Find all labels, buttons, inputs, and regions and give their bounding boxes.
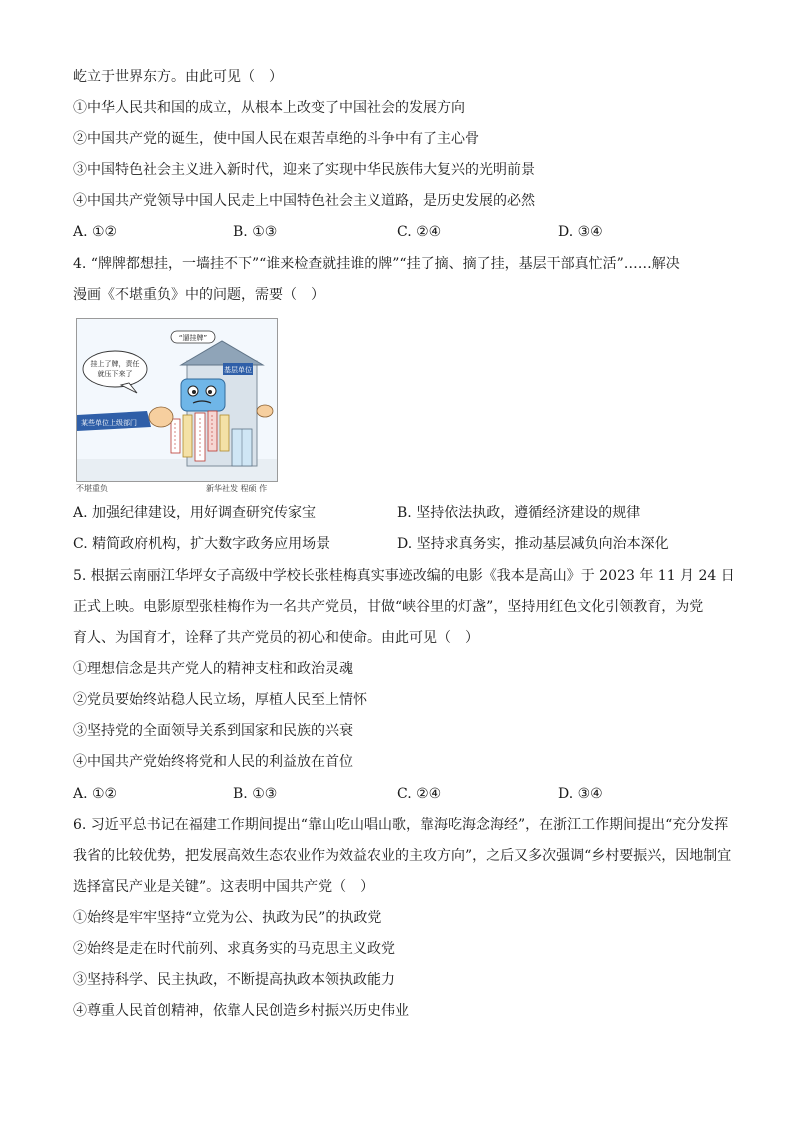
speech-line-2: 就压下来了 — [97, 370, 133, 378]
q4-option-d: D. 坚持求真务实，推动基层减负向治本深化 — [397, 536, 669, 552]
cartoon-caption-credit: 新华社发 程硕 作 — [206, 484, 268, 493]
q5-option-b: B. ①③ — [233, 786, 278, 802]
top-sign-text: “遛挂牌” — [178, 334, 208, 342]
q3-option-c: C. ②④ — [397, 224, 442, 240]
q3-item-3: ③中国特色社会主义进入新时代，迎来了实现中华民族伟大复兴的光明前景 — [73, 162, 535, 178]
q6-stem-line-2: 我省的比较优势，把发展高效生态农业作为效益农业的主攻方向”，之后又多次强调“乡村要振兴，因地制宜 — [73, 848, 732, 864]
q3-option-a: A. ①② — [73, 224, 118, 240]
q4-option-b: B. 坚持依法执政，遵循经济建设的规律 — [397, 505, 641, 521]
q5-option-a: A. ①② — [73, 786, 118, 802]
q6-item-2: ②始终是走在时代前列、求真务实的马克思主义政党 — [73, 941, 395, 957]
q6-stem-line-3: 选择富民产业是关键”。这表明中国共产党（ ） — [73, 879, 375, 895]
building-sign-text: 基层单位 — [224, 366, 252, 374]
q4-option-c: C. 精简政府机构，扩大数字政务应用场景 — [73, 536, 331, 552]
q3-stem-end: 屹立于世界东方。由此可见（ ） — [73, 69, 283, 85]
q4-stem-line-1: 4. “牌牌都想挂，一墙挂不下”“谁来检查就挂谁的牌”“挂了摘、摘了挂，基层干部真忙活”……解决 — [73, 256, 680, 272]
q3-option-b: B. ①③ — [233, 224, 278, 240]
q5-item-2: ②党员要始终站稳人民立场，厚植人民至上情怀 — [73, 692, 367, 708]
q4-option-a: A. 加强纪律建设，用好调查研究传家宝 — [73, 505, 317, 521]
q6-item-4: ④尊重人民首创精神，依靠人民创造乡村振兴历史伟业 — [73, 1003, 409, 1019]
cartoon-caption-title: 不堪重负 — [76, 484, 108, 493]
q6-stem-line-1: 6. 习近平总书记在福建工作期间提出“靠山吃山唱山歌，靠海吃海念海经”，在浙江工作期间提出“充分发挥 — [73, 817, 729, 833]
cartoon-figure — [76, 318, 278, 482]
q6-item-1: ①始终是牢牢坚持“立党为公、执政为民”的执政党 — [73, 910, 382, 926]
cartoon-illustration — [77, 319, 277, 481]
arm-label-text: 某些单位上级部门 — [81, 419, 137, 427]
q5-stem-line-2: 正式上映。电影原型张桂梅作为一名共产党员，甘做“峡谷里的灯盏”，坚持用红色文化引领教育，为党 — [73, 599, 704, 615]
q3-item-1: ①中华人民共和国的成立，从根本上改变了中国社会的发展方向 — [73, 100, 465, 116]
q3-item-4: ④中国共产党领导中国人民走上中国特色社会主义道路，是历史发展的必然 — [73, 193, 535, 209]
q5-stem-line-3: 育人、为国育才，诠释了共产党员的初心和使命。由此可见（ ） — [73, 630, 479, 646]
q5-option-d: D. ③④ — [558, 786, 603, 802]
q6-item-3: ③坚持科学、民主执政，不断提高执政本领执政能力 — [73, 972, 395, 988]
speech-line-1: 挂上了牌，责任 — [90, 360, 140, 368]
q3-item-2: ②中国共产党的诞生，使中国人民在艰苦卓绝的斗争中有了主心骨 — [73, 131, 479, 147]
q4-stem-line-2: 漫画《不堪重负》中的问题，需要（ ） — [73, 287, 325, 303]
q5-stem-line-1: 5. 根据云南丽江华坪女子高级中学校长张桂梅真实事迹改编的电影《我本是高山》于 2023 年 11 月 24 日 — [73, 568, 735, 584]
q5-item-4: ④中国共产党始终将党和人民的利益放在首位 — [73, 754, 353, 770]
q5-item-3: ③坚持党的全面领导关系到国家和民族的兴衰 — [73, 723, 353, 739]
q5-item-1: ①理想信念是共产党人的精神支柱和政治灵魂 — [73, 661, 353, 677]
q3-option-d: D. ③④ — [558, 224, 603, 240]
q5-option-c: C. ②④ — [397, 786, 442, 802]
